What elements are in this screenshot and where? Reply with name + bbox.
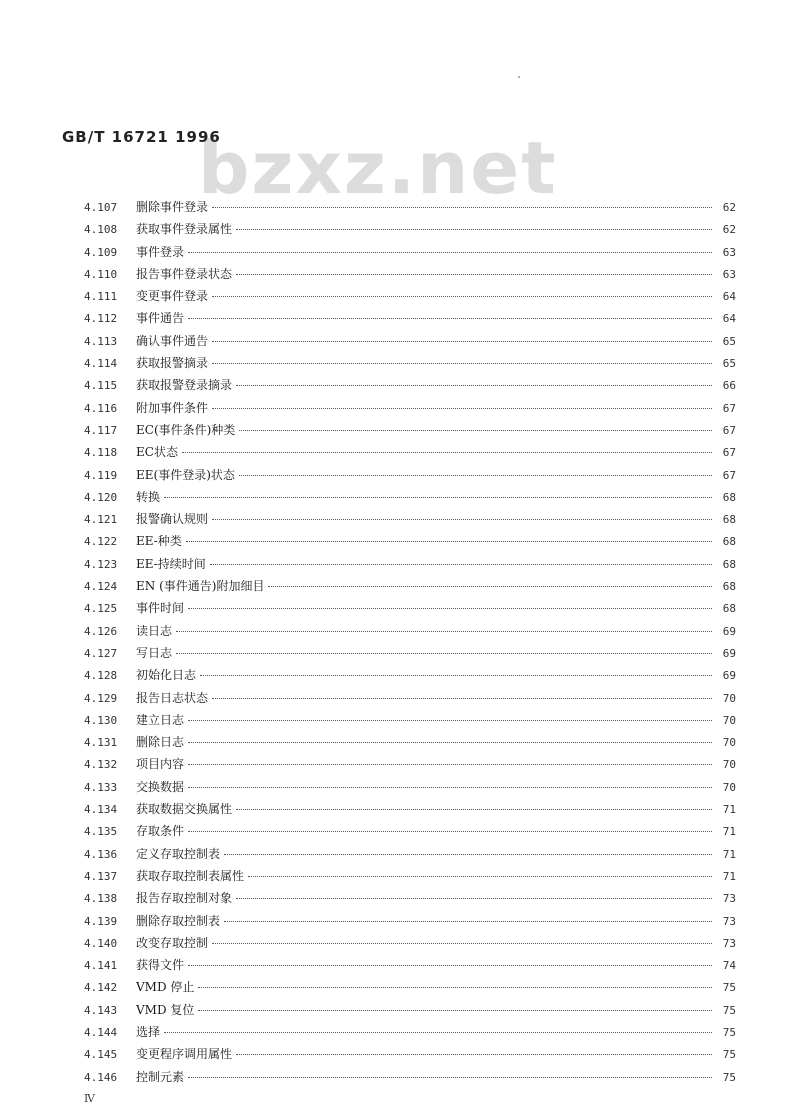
toc-entry-title: EE-种类 [136,534,182,549]
toc-entry-number: 4.109 [84,245,118,259]
toc-entry-page: 69 [722,669,736,683]
toc-entry-title: 交换数据 [136,779,185,794]
toc-leader-dots [182,452,712,453]
toc-leader-dots [188,1077,712,1078]
toc-entry-number: 4.131 [84,736,118,750]
toc-entry-number: 4.117 [84,423,118,437]
toc-entry-page: 71 [722,847,736,861]
toc-entry [84,798,736,820]
toc-entry [84,464,736,486]
toc-entry-page: 69 [722,624,736,638]
toc-entry-title: 存取条件 [136,824,185,839]
toc-entry-page: 67 [722,468,736,482]
toc-entry [84,954,736,976]
toc-entry-title: 获取报警摘录 [136,356,209,371]
toc-entry-number: 4.143 [84,1003,118,1017]
toc-entry-title: EC状态 [136,445,178,460]
toc-leader-dots [212,519,712,520]
toc-leader-dots [224,921,712,922]
toc-entry-title: 事件通告 [136,311,185,326]
toc-entry-title: EC(事件条件)种类 [136,422,236,437]
toc-entry-number: 4.114 [84,357,118,371]
toc-leader-dots [212,698,712,699]
toc-entry-number: 4.108 [84,223,118,237]
toc-entry-page: 68 [722,513,736,527]
toc-entry-number: 4.119 [84,468,118,482]
toc-entry-number: 4.126 [84,624,118,638]
toc-entry-number: 4.115 [84,379,118,393]
toc-entry-number: 4.139 [84,914,118,928]
toc-leader-dots [176,631,712,632]
toc-entry-title: 删除事件登录 [136,200,209,214]
toc-entry-title: 初始化日志 [136,668,197,683]
toc-entry-title: 删除存取控制表 [136,913,221,928]
toc-entry-title: 获得文件 [136,958,185,973]
toc-entry [84,776,736,798]
toc-entry-number: 4.120 [84,490,118,504]
toc-entry-page: 67 [722,446,736,460]
toc-leader-dots [236,385,712,386]
toc-leader-dots [212,408,712,409]
toc-entry-title: EE(事件登录)状态 [136,467,235,482]
toc-leader-dots [200,675,712,676]
toc-entry [84,1066,736,1088]
toc-entry [84,642,736,664]
toc-entry-title: VMD 复位 [136,1002,195,1017]
toc-entry [84,352,736,374]
toc-entry-number: 4.116 [84,401,118,415]
toc-entry-page: 70 [722,780,736,794]
toc-entry-page: 75 [722,981,736,995]
toc-entry-page: 65 [722,357,736,371]
toc-entry [84,330,736,352]
toc-entry-page: 68 [722,557,736,571]
toc-entry-title: 选择 [136,1024,161,1039]
toc-leader-dots [239,475,712,476]
toc-entry-number: 4.111 [84,290,118,304]
toc-entry-number: 4.124 [84,580,118,594]
toc-entry-page: 67 [722,423,736,437]
toc-leader-dots [268,586,712,587]
toc-entry-number: 4.134 [84,803,118,817]
toc-entry [84,820,736,842]
watermark: bzxz.net [198,126,558,210]
toc-entry [84,241,736,263]
toc-leader-dots [212,943,712,944]
toc-entry-title: 建立日志 [136,712,185,727]
toc-entry-title: 转换 [136,489,161,504]
toc-entry [84,508,736,530]
toc-entry-title: EN (事件通告)附加细目 [136,579,265,594]
toc-entry-page: 74 [722,959,736,973]
toc-entry [84,976,736,998]
toc-entry-page: 75 [722,1025,736,1039]
toc-entry-title: 定义存取控制表 [136,846,221,861]
toc-entry [84,575,736,597]
toc-entry-number: 4.112 [84,312,118,326]
toc-entry-number: 4.118 [84,446,118,460]
toc-entry-title: 改变存取控制 [136,935,209,950]
toc-leader-dots [186,541,712,542]
toc-leader-dots [164,497,712,498]
toc-entry-page: 75 [722,1003,736,1017]
toc-entry-page: 70 [722,736,736,750]
toc-entry-page: 66 [722,379,736,393]
toc-entry [84,664,736,686]
toc-entry-title: 报警确认规则 [136,512,209,527]
toc-entry [84,910,736,932]
scan-speck [518,76,520,78]
toc-entry [84,843,736,865]
toc-entry-title: 报告存取控制对象 [136,891,233,906]
toc-entry-number: 4.132 [84,758,118,772]
toc-entry-title: 事件登录 [136,244,185,259]
toc-leader-dots [236,1054,712,1055]
toc-entry-title: 附加事件条件 [136,400,209,415]
toc-entry-number: 4.110 [84,267,118,281]
toc-entry [84,999,736,1021]
toc-leader-dots [188,831,712,832]
toc-leader-dots [176,653,712,654]
toc-entry-number: 4.140 [84,936,118,950]
toc-entry [84,620,736,642]
toc-entry-page: 75 [722,1048,736,1062]
toc-leader-dots [236,898,712,899]
toc-entry-title: VMD 停止 [136,980,195,995]
toc-entry-page: 75 [722,1070,736,1084]
toc-leader-dots [248,876,712,877]
toc-entry-number: 4.130 [84,713,118,727]
toc-entry-title: 获取数据交换属性 [136,802,233,817]
toc-entry-number: 4.113 [84,334,118,348]
toc-entry-title: 删除日志 [136,735,185,750]
toc-entry [84,709,736,731]
toc-leader-dots [236,229,712,230]
toc-entry-title: 确认事件通告 [136,333,209,348]
toc-entry [84,1043,736,1065]
toc-entry [84,530,736,552]
toc-entry-page: 71 [722,803,736,817]
toc-leader-dots [188,742,712,743]
toc-entry-page: 70 [722,713,736,727]
toc-entry-page: 68 [722,602,736,616]
toc-entry [84,865,736,887]
toc-entry-page: 70 [722,691,736,705]
toc-leader-dots [188,720,712,721]
toc-entry-page: 73 [722,892,736,906]
toc-entry [84,1021,736,1043]
toc-entry-page: 68 [722,580,736,594]
toc-entry-page: 68 [722,490,736,504]
toc-entry [84,887,736,909]
toc-entry-page: 71 [722,825,736,839]
toc-leader-dots [164,1032,712,1033]
toc-entry-title: 读日志 [136,623,173,638]
toc-entry-page: 69 [722,646,736,660]
toc-entry-title: 变更事件登录 [136,289,209,304]
toc-entry-number: 4.121 [84,513,118,527]
toc-entry-number: 4.144 [84,1025,118,1039]
toc-leader-dots [188,787,712,788]
table-of-contents [84,196,736,1088]
toc-leader-dots [236,274,712,275]
toc-entry [84,307,736,329]
toc-entry [84,553,736,575]
toc-entry-number: 4.142 [84,981,118,995]
toc-entry-title: 项目内容 [136,757,185,772]
toc-entry-page: 64 [722,312,736,326]
toc-entry-title: 获取事件登录属性 [136,222,233,237]
toc-entry-title: 报告日志状态 [136,690,209,705]
toc-entry-title: EE-持续时间 [136,556,206,571]
toc-leader-dots [188,608,712,609]
toc-entry [84,397,736,419]
toc-entry [84,486,736,508]
toc-entry-page: 71 [722,869,736,883]
toc-entry-page: 65 [722,334,736,348]
toc-entry-number: 4.146 [84,1070,118,1084]
toc-entry-number: 4.141 [84,959,118,973]
toc-entry [84,263,736,285]
toc-entry-title: 获取存取控制表属性 [136,868,245,883]
toc-leader-dots [212,341,712,342]
toc-entry-number: 4.107 [84,201,118,214]
toc-entry-number: 4.129 [84,691,118,705]
toc-entry [84,374,736,396]
standard-number: GB/T 16721 1996 [62,128,221,146]
toc-entry-title: 报告事件登录状态 [136,266,233,281]
toc-leader-dots [198,1010,712,1011]
toc-entry-page: 73 [722,936,736,950]
toc-entry-page: 63 [722,245,736,259]
toc-entry-title: 变更程序调用属性 [136,1047,233,1062]
toc-leader-dots [224,854,712,855]
toc-entry [84,753,736,775]
toc-entry-page: 63 [722,267,736,281]
toc-entry [84,196,736,218]
toc-leader-dots [188,318,712,319]
toc-entry [84,285,736,307]
toc-entry-number: 4.138 [84,892,118,906]
toc-leader-dots [210,564,712,565]
toc-entry-number: 4.133 [84,780,118,794]
toc-leader-dots [212,363,712,364]
toc-entry-page: 67 [722,401,736,415]
toc-entry-number: 4.135 [84,825,118,839]
toc-leader-dots [198,987,712,988]
toc-entry [84,932,736,954]
toc-entry-title: 事件时间 [136,601,185,616]
toc-entry-number: 4.122 [84,535,118,549]
toc-entry [84,218,736,240]
toc-entry-number: 4.123 [84,557,118,571]
toc-entry-page: 70 [722,758,736,772]
toc-entry-number: 4.127 [84,646,118,660]
toc-entry-title: 控制元素 [136,1069,185,1084]
toc-entry-page: 62 [722,201,736,214]
toc-entry-title: 获取报警登录摘录 [136,378,233,393]
toc-leader-dots [188,965,712,966]
toc-leader-dots [236,809,712,810]
toc-leader-dots [212,207,712,208]
toc-entry-page: 62 [722,223,736,237]
toc-entry [84,731,736,753]
toc-leader-dots [188,252,712,253]
toc-entry [84,419,736,441]
toc-entry [84,597,736,619]
toc-entry-page: 64 [722,290,736,304]
toc-entry-number: 4.145 [84,1048,118,1062]
toc-entry-number: 4.137 [84,869,118,883]
toc-entry-number: 4.136 [84,847,118,861]
toc-leader-dots [239,430,712,431]
toc-entry-number: 4.128 [84,669,118,683]
toc-leader-dots [188,764,712,765]
toc-entry-number: 4.125 [84,602,118,616]
toc-entry [84,441,736,463]
toc-entry-page: 73 [722,914,736,928]
toc-entry-title: 写日志 [136,645,173,660]
page-number: Ⅳ [84,1092,95,1105]
toc-leader-dots [212,296,712,297]
toc-entry-page: 68 [722,535,736,549]
toc-entry [84,687,736,709]
